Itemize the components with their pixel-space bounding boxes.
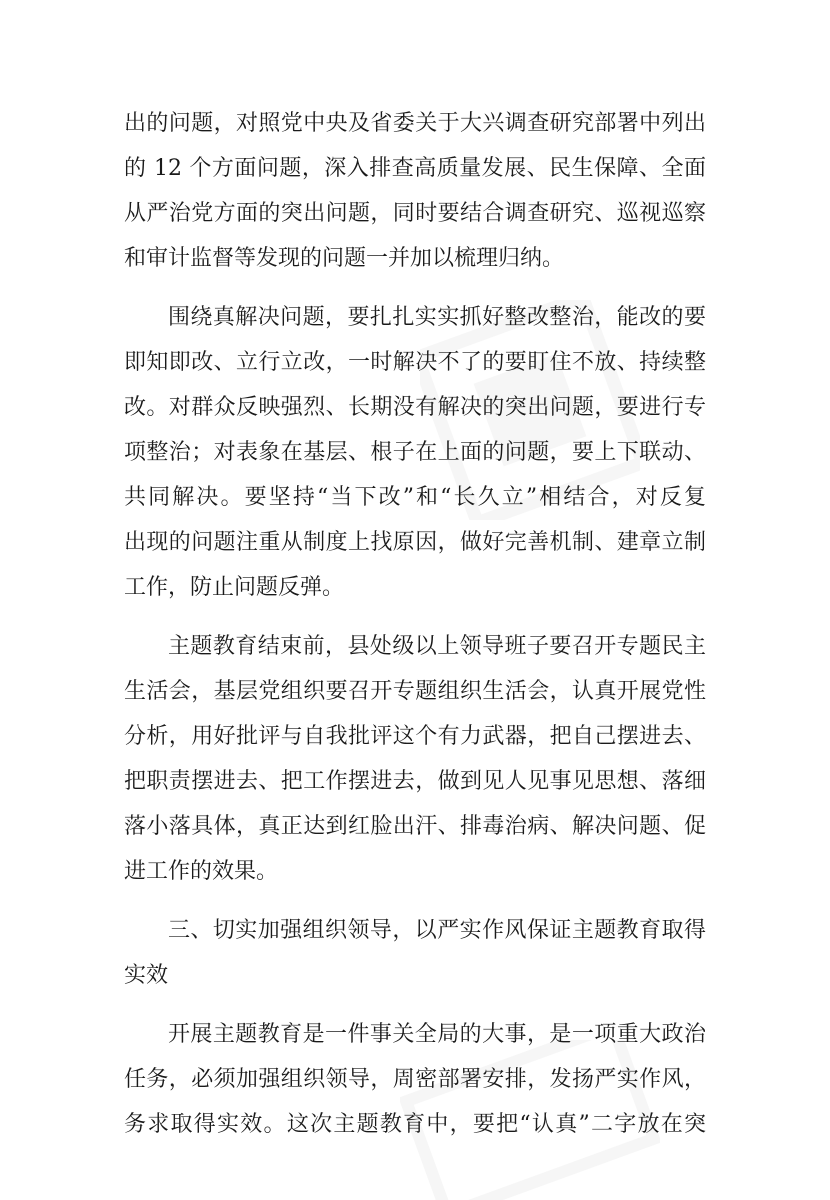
text-line: 出现的问题注重从制度上找原因，做好完善机制、建章立制 xyxy=(124,530,706,555)
text-line: 务求取得实效。这次主题教育中，要把“认真”二字放在突 xyxy=(124,1112,706,1137)
text-line: 共同解决。要坚持“当下改”和“长久立”相结合，对反复 xyxy=(124,485,706,510)
text-line: 生活会，基层党组织要召开专题组织生活会，认真开展党性 xyxy=(124,679,706,704)
text-line: 改。对群众反映强烈、长期没有解决的突出问题，要进行专 xyxy=(124,395,706,420)
text-line: 工作，防止问题反弹。 xyxy=(124,575,345,600)
document-body xyxy=(124,101,706,1147)
paragraph-2 xyxy=(124,295,706,610)
section-heading xyxy=(124,908,706,998)
text-line: 即知即改、立行立改，一时解决不了的要盯住不放、持续整 xyxy=(124,350,706,375)
text-line: 分析，用好批评与自我批评这个有力武器，把自己摆进去、 xyxy=(124,724,706,749)
text-line: 项整治；对表象在基层、根子在上面的问题，要上下联动、 xyxy=(124,440,706,465)
text-line: 出的问题，对照党中央及省委关于大兴调查研究部署中列出 xyxy=(124,111,706,136)
text-line: 的 12 个方面问题，深入排查高质量发展、民生保障、全面 xyxy=(124,156,706,181)
paragraph-1 xyxy=(124,101,706,281)
heading-line: 三、切实加强组织领导，以严实作风保证主题教育取得 xyxy=(168,918,706,943)
text-line: 落小落具体，真正达到红脸出汗、排毒治病、解决问题、促 xyxy=(124,814,706,839)
text-line: 任务，必须加强组织领导，周密部署安排，发扬严实作风， xyxy=(124,1067,706,1092)
text-line: 从严治党方面的突出问题，同时要结合调查研究、巡视巡察 xyxy=(124,201,706,226)
text-line: 进工作的效果。 xyxy=(124,859,279,884)
paragraph-3 xyxy=(124,624,706,894)
text-line: 把职责摆进去、把工作摆进去，做到见人见事见思想、落细 xyxy=(124,769,706,794)
heading-line: 实效 xyxy=(124,963,169,988)
text-line: 围绕真解决问题，要扎扎实实抓好整改整治，能改的要 xyxy=(168,305,706,330)
text-line: 主题教育结束前，县处级以上领导班子要召开专题民主 xyxy=(168,634,706,659)
text-line: 和审计监督等发现的问题一并加以梳理归纳。 xyxy=(124,246,565,271)
paragraph-4 xyxy=(124,1012,706,1147)
text-line: 开展主题教育是一件事关全局的大事，是一项重大政治 xyxy=(168,1022,706,1047)
